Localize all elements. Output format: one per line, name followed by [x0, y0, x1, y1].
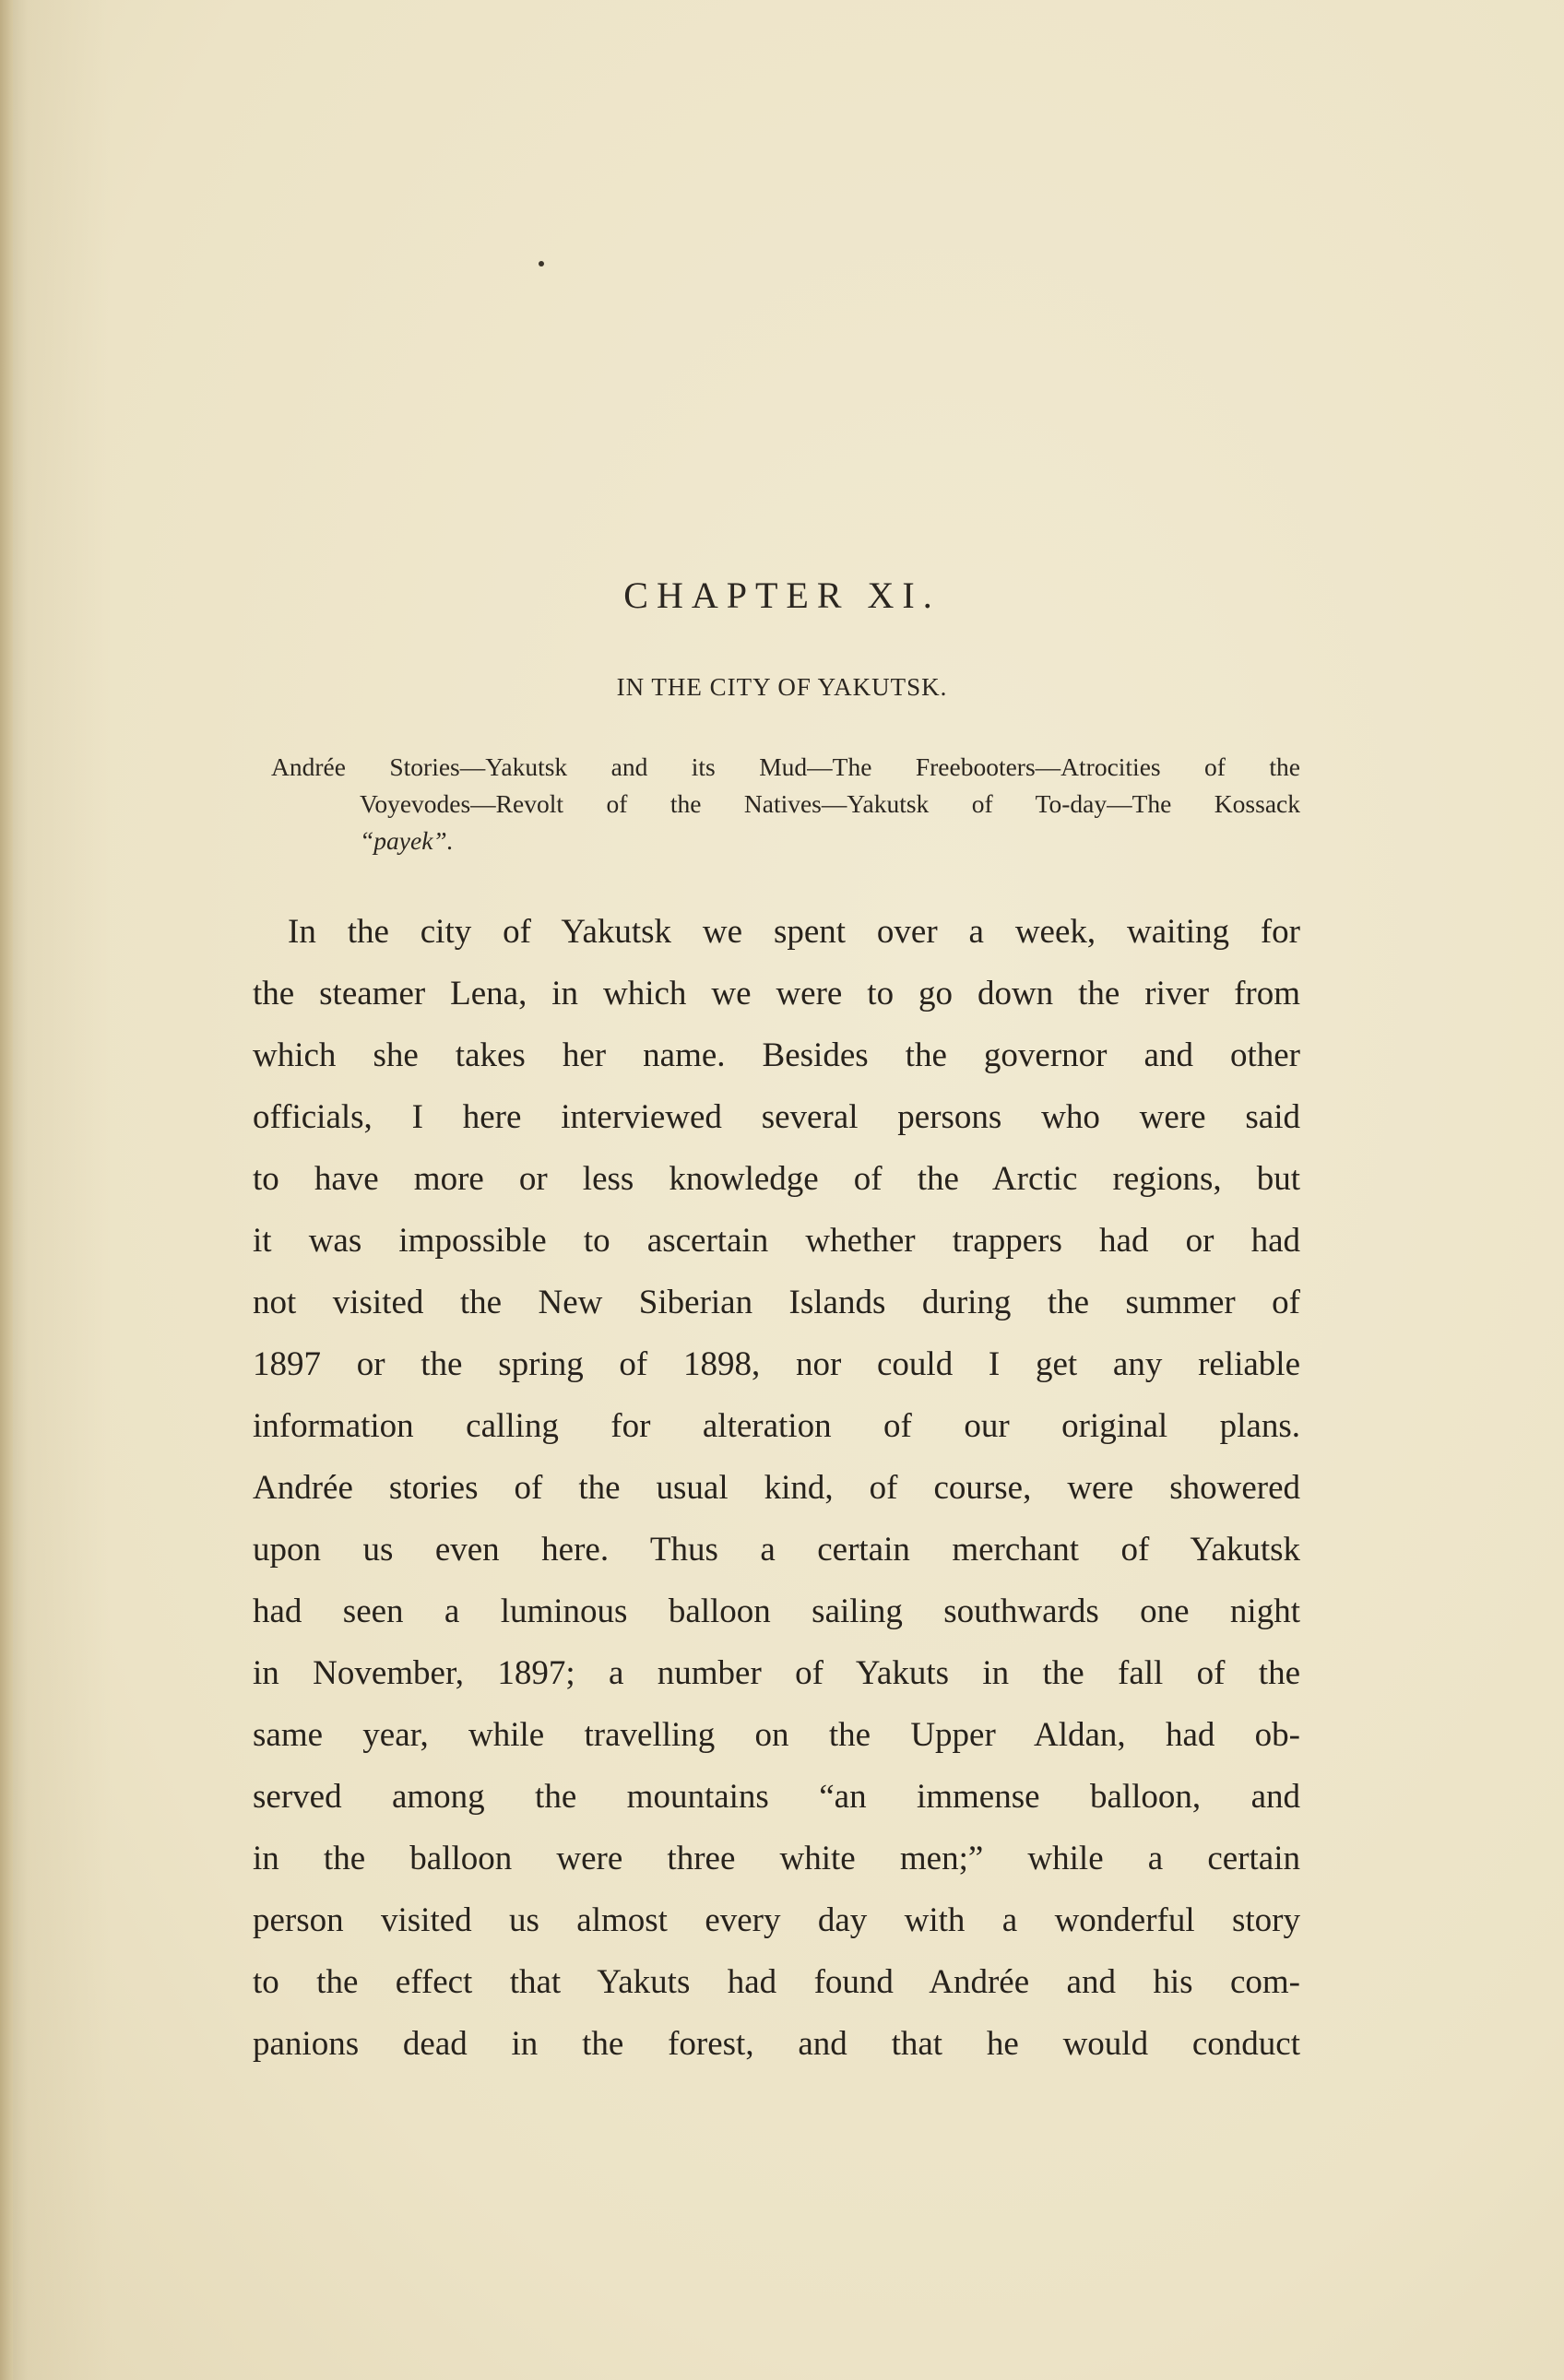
chapter-subtitle: IN THE CITY OF YAKUTSK.: [616, 673, 948, 701]
body-line: same year, while travelling on the Upper Aldan, had ob-: [253, 1716, 1300, 1754]
body-line: Andrée stories of the usual kind, of course, were showered: [253, 1469, 1300, 1507]
chapter-synopsis: [271, 749, 1300, 859]
body-line: person visited us almost every day with a wonderful story: [253, 1901, 1300, 1939]
body-line: In the city of Yakutsk we spent over a week, waiting for: [288, 913, 1300, 951]
body-line: panions dead in the forest, and that he would conduct: [253, 2025, 1300, 2063]
body-line: had seen a luminous balloon sailing southwards one night: [253, 1593, 1300, 1630]
body-line: 1897 or the spring of 1898, nor could I get any reliable: [253, 1345, 1300, 1383]
body-line: to have more or less knowledge of the Arctic regions, but: [253, 1160, 1300, 1198]
body-line: officials, I here interviewed several persons who were said: [253, 1098, 1300, 1136]
body-line: to the effect that Yakuts had found Andrée and his com-: [253, 1963, 1300, 2001]
body-line: upon us even here. Thus a certain merchant of Yakutsk: [253, 1531, 1300, 1569]
ink-speck: [539, 261, 544, 266]
body-line: in November, 1897; a number of Yakuts in the fall of the: [253, 1654, 1300, 1692]
body-line: which she takes her name. Besides the governor and other: [253, 1036, 1300, 1074]
body-line: the steamer Lena, in which we were to go down the river from: [253, 975, 1300, 1012]
body-line: it was impossible to ascertain whether trappers had or had: [253, 1222, 1300, 1260]
body-line: served among the mountains “an immense balloon, and: [253, 1778, 1300, 1816]
chapter-title: CHAPTER XI.: [623, 574, 941, 616]
body-line: not visited the New Siberian Islands during the summer of: [253, 1284, 1300, 1321]
page-gutter-shadow: [0, 0, 13, 2380]
body-text: [253, 901, 1300, 2075]
synopsis-line: “payek”.: [360, 826, 454, 855]
synopsis-line: Andrée Stories—Yakutsk and its Mud—The Freebooters—Atrocities of the: [271, 752, 1300, 781]
body-line: information calling for alteration of our original plans.: [253, 1407, 1300, 1445]
body-line: in the balloon were three white men;” while a certain: [253, 1840, 1300, 1877]
synopsis-line: Voyevodes—Revolt of the Natives—Yakutsk of To-day—The Kossack: [360, 789, 1300, 818]
